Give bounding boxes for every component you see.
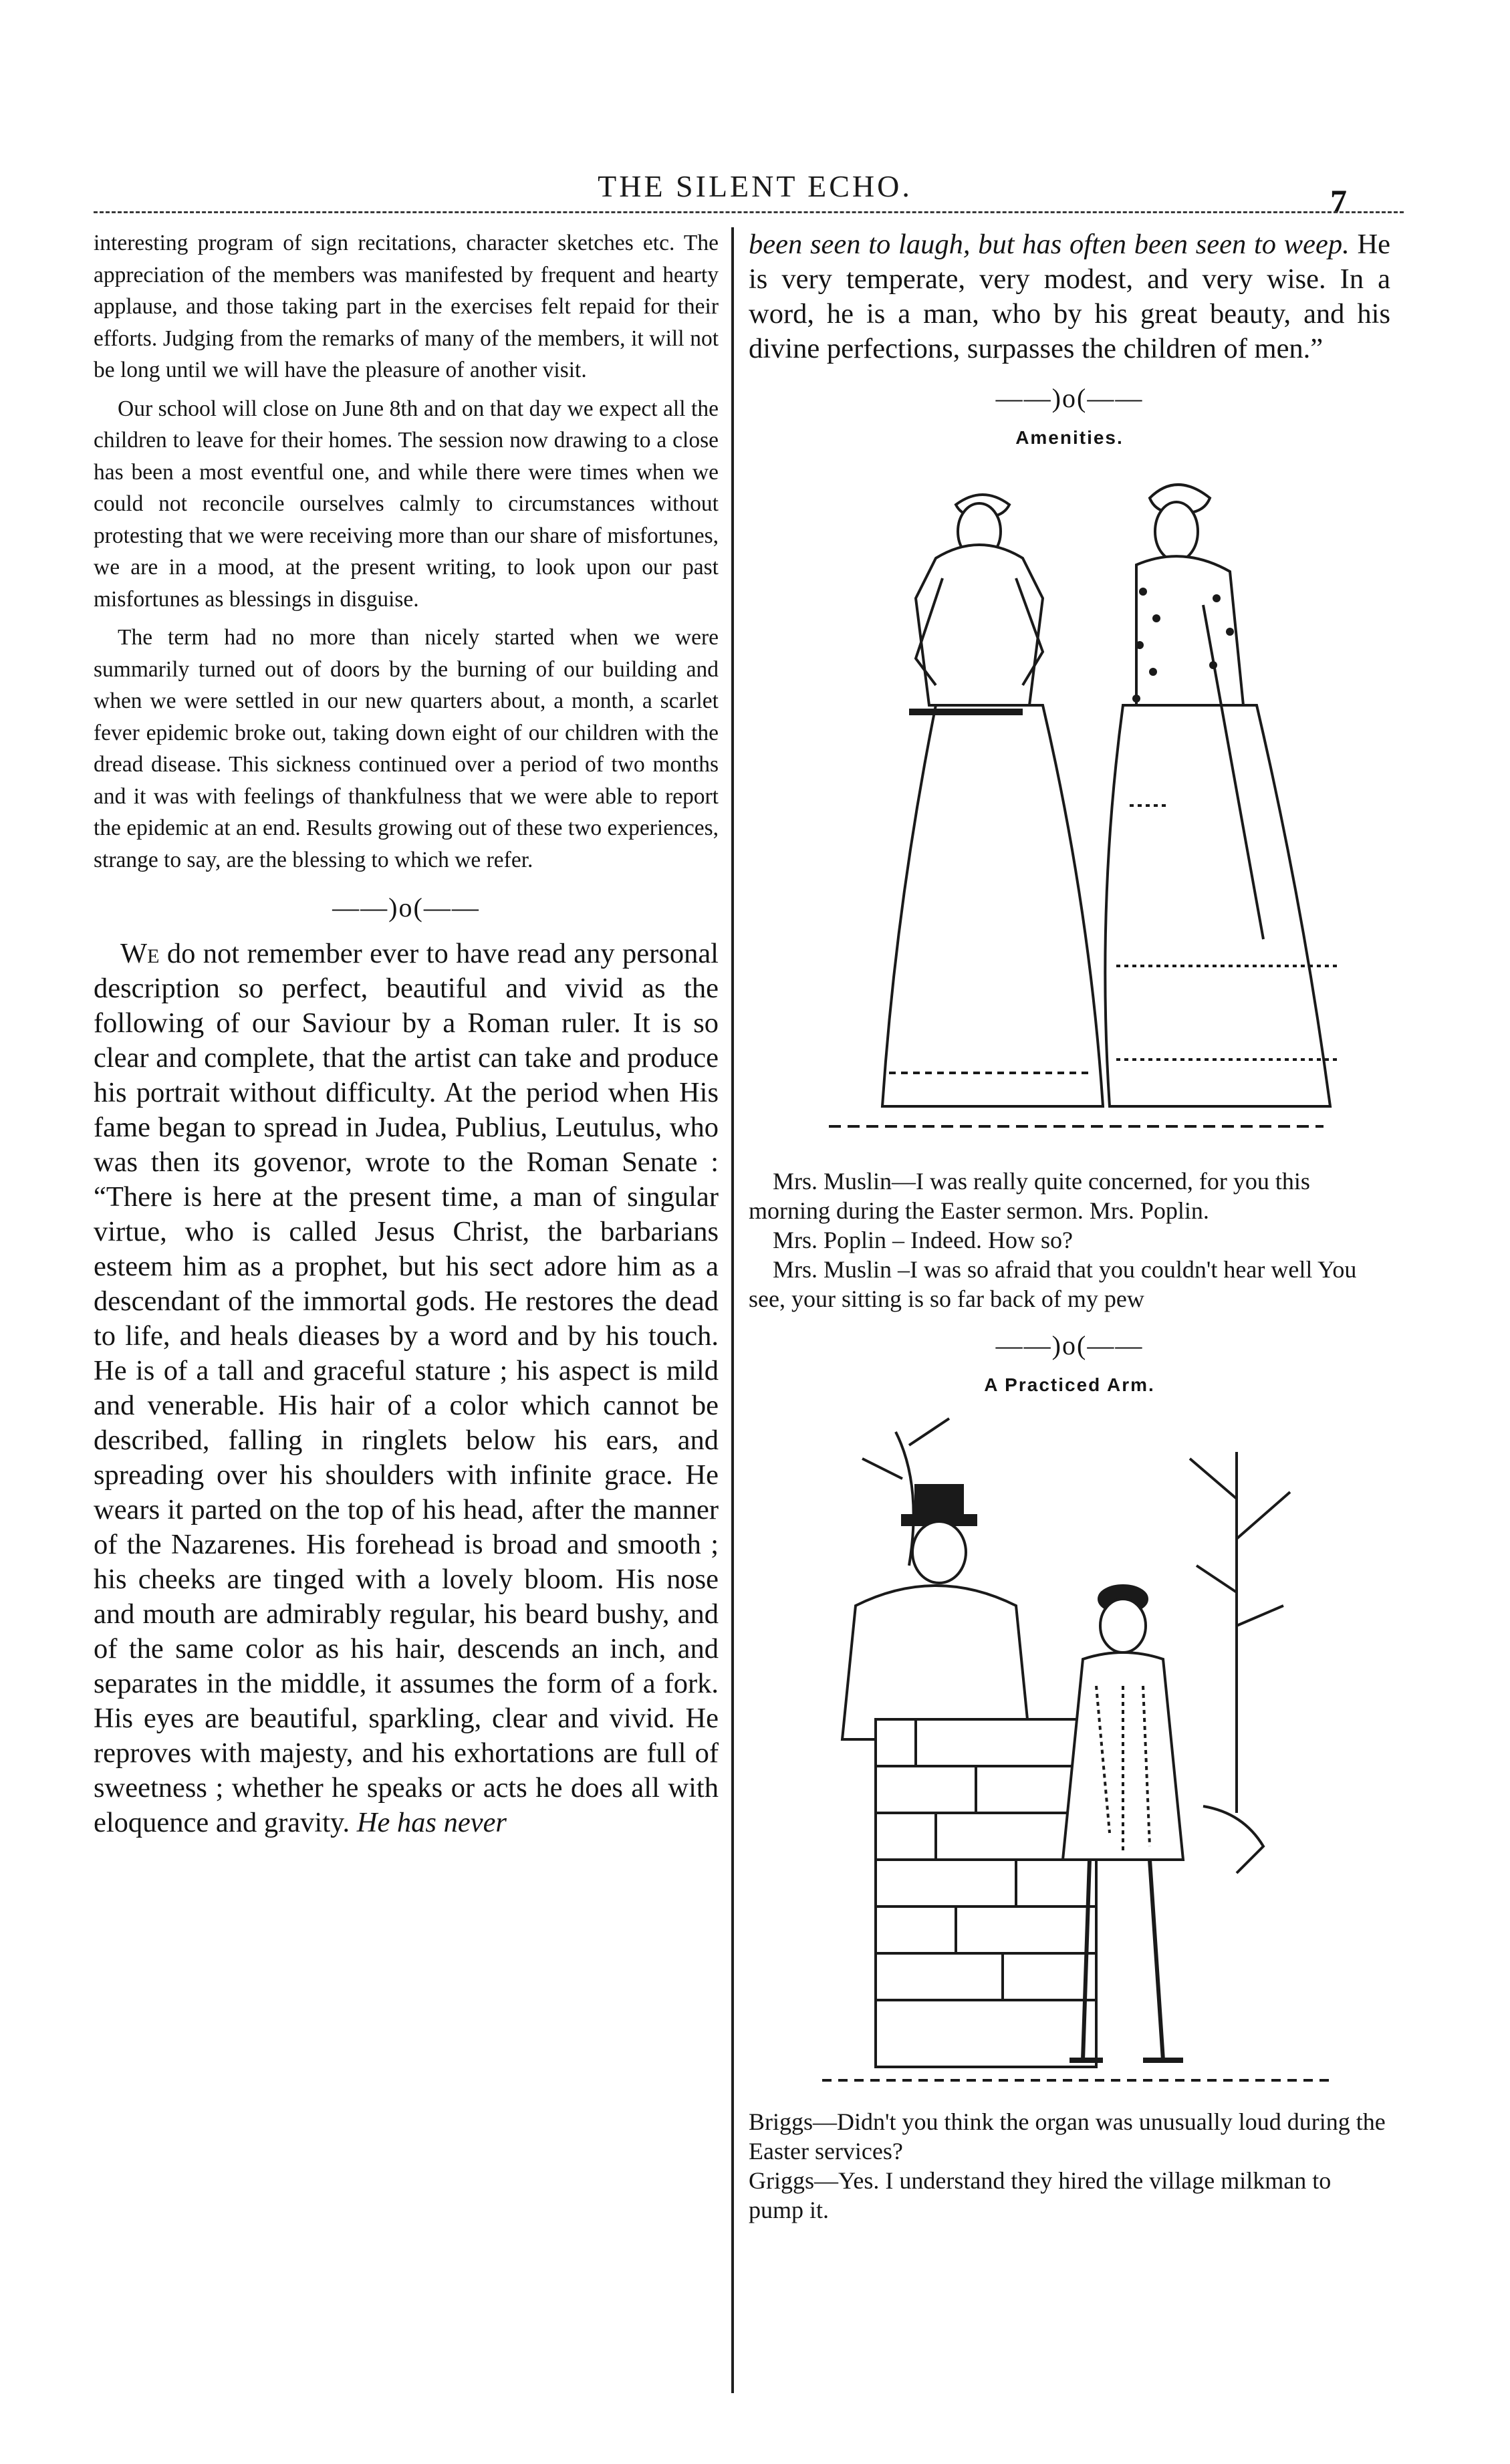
cartoon-title: Amenities.: [1015, 427, 1124, 448]
article-continuation: [749, 227, 1390, 366]
amenities-line-2: Mrs. Poplin – Indeed. How so?: [773, 1227, 1073, 1253]
amenities-line-1: Mrs. Muslin—I was really quite concerned, for you this morning during the Easter sermon. Mrs. Poplin.: [749, 1168, 1310, 1224]
running-title: THE SILENT ECHO.: [598, 169, 912, 203]
header-rule: [94, 211, 1404, 213]
continuation-body: He is very temperate, very modest, and very wise. In a word, he is a man, who by his great beauty, and his divine perfections, surpasses the children of men.”: [749, 229, 1390, 364]
cartoon-title: A Practiced Arm.: [984, 1374, 1155, 1395]
amenities-illustration: [802, 458, 1337, 1166]
article-description: [94, 937, 719, 1840]
section-separator: ——)o(——: [332, 892, 480, 922]
left-column: [94, 227, 719, 1840]
paragraph-program: interesting program of sign recitations, character sketches etc. The appreciation of the members was manifested by frequent and hearty applause, and those taking part in the exercises felt repaid for their efforts. Judging from the remarks of many of the members, it will not be long until we will have the pleasure of another visit.: [94, 231, 719, 382]
paragraph-school-close: Our school will close on June 8th and on that day we expect all the children to leave for their homes. The session now drawing to a close has been a most eventful one, and while there were times when we could not reconcile ourselves calmly to circumstances without protesting that we were receiving more than our share of misfortunes, we are in a mood, at the present writing, to look upon our past misfortunes as blessings in disguise.: [94, 396, 719, 612]
amenities-line-3: Mrs. Muslin –I was so afraid that you couldn't hear well You see, your sitting is so far back of my pew: [749, 1256, 1357, 1312]
article-body: do not remember ever to have read any personal description so perfect, beautiful and vivid as the following of our Saviour by a Roman ruler. It is so clear and complete, that the artist can take and produce his portrait without difficulty. At the period when His fame began to spread in Judea, Publius, Leutulus, who was then its govenor, wrote to the Roman Senate : “There is here at the present time, a man of singular virtue, who is called Jesus Christ, the barbarians esteem him as a prophet, but his sect adore him as a descendant of the immortal gods. He restores the dead to life, and heals dieases by a word and by his touch. He is of a tall and graceful stature ; his aspect is mild and venerable. His hair of a color which cannot be described, falling in ringlets below his ears, and spreading over his shoulders with infinite grace. He wears it parted on the top of his head, after the manner of the Nazarenes. His forehead is broad and smooth ; his cheeks are tinged with a lovely bloom. His nose and mouth are admirably regular, his beard bushy, and of the same color as his hair, descends an inch, and separates in the middle, it assumes the form of a fork. His eyes are beautiful, sparkling, clear and vivid. He reproves with majesty, and his exhortations are full of sweetness ; whether he speaks or acts he does all with eloquence and gravity.: [94, 938, 719, 1838]
practiced-arm-line-2: Griggs—Yes. I understand they hired the village milkman to pump it.: [749, 2167, 1332, 2223]
section-separator: ——)o(——: [995, 383, 1144, 413]
section-separator: ——)o(——: [995, 1330, 1144, 1360]
practiced-arm-illustration: [802, 1405, 1337, 2107]
article-tail: He has never: [356, 1807, 507, 1838]
right-column: [749, 227, 1390, 2225]
column-rule: [731, 227, 734, 2393]
drop-word: We: [120, 938, 160, 969]
practiced-arm-line-1: Briggs—Didn't you think the organ was unusually loud during the Easter services?: [749, 2108, 1386, 2165]
continuation-italic: been seen to laugh, but has often been seen to weep.: [749, 229, 1350, 260]
paragraph-term: The term had no more than nicely started when we were summarily turned out of doors by the burning of our building and when we were settled in our new quarters about, a month, a scarlet fever epidemic broke out, taking down eight of our children with the dread disease. This sickness continued over a period of two months and it was with feelings of thankfulness that we were able to report the epidemic at an end. Results growing out of these two experiences, strange to say, are the blessing to which we refer.: [94, 625, 719, 872]
page-number: 7: [1330, 182, 1347, 220]
